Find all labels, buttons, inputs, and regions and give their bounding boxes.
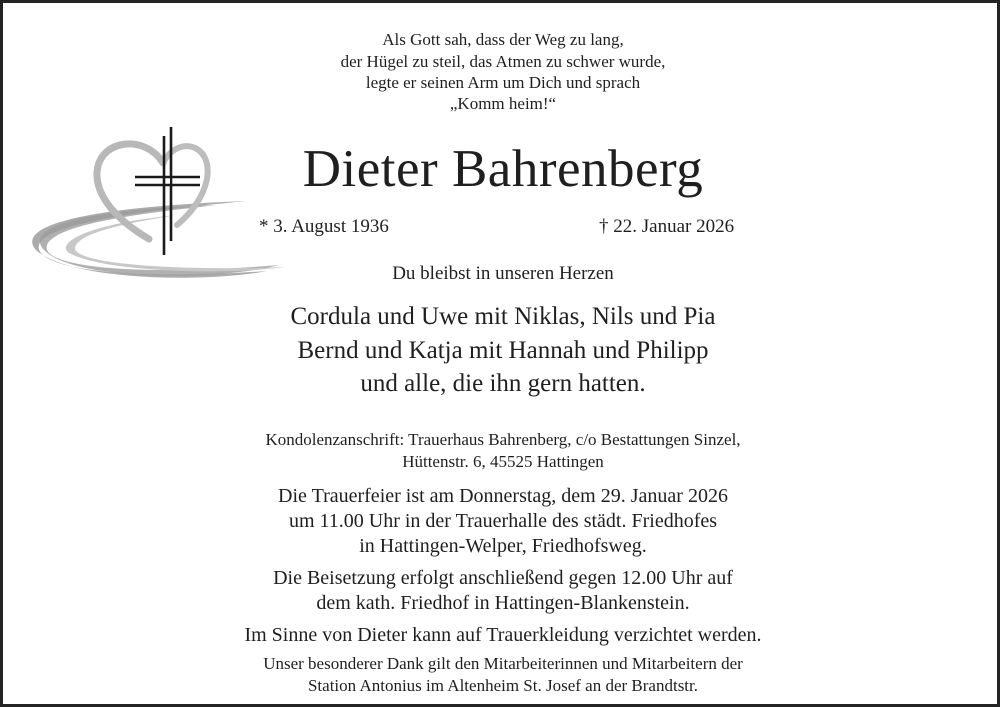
thanks-line-1: Unser besonderer Dank gilt den Mitarbeiterinnen und Mitarbeitern der [263, 654, 743, 673]
thanks-line-2: Station Antonius im Altenheim St. Josef an der Brandtstr. [307, 676, 699, 695]
service-line-2: um 11.00 Uhr in der Trauerhalle des städt. Friedhofes [288, 510, 718, 532]
burial-line-1: Die Beisetzung erfolgt anschließend gegen 12.00 Uhr auf [273, 567, 733, 589]
condolence-line-1: Kondolenzanschrift: Trauerhaus Bahrenberg, c/o Bestattungen Sinzel, [265, 430, 741, 449]
family-line-2: Bernd und Katja mit Hannah und Philipp [297, 337, 709, 364]
service-line-1: Die Trauerfeier ist am Donnerstag, dem 29. Januar 2026 [278, 485, 728, 507]
poem-line-1: Als Gott sah, dass der Weg zu lang, [382, 30, 624, 49]
family-line-3: und alle, die ihn gern hatten. [360, 370, 646, 397]
burial-line-2: dem kath. Friedhof in Hattingen-Blankenstein. [316, 592, 690, 614]
motto: Du bleibst in unseren Herzen [392, 263, 614, 284]
poem-line-4: „Komm heim!“ [449, 94, 557, 113]
poem-line-2: der Hügel zu steil, das Atmen zu schwer wurde, [340, 52, 666, 71]
dress-note: Im Sinne von Dieter kann auf Trauerkleidung verzichtet werden. [244, 624, 762, 646]
death-date: † 22. Januar 2026 [599, 216, 735, 237]
family-line-1: Cordula und Uwe mit Niklas, Nils und Pia [290, 303, 716, 330]
deceased-name: Dieter Bahrenberg [302, 140, 704, 198]
condolence-line-2: Hüttenstr. 6, 45525 Hattingen [402, 452, 604, 471]
birth-date: * 3. August 1936 [259, 216, 389, 237]
poem-line-3: legte er seinen Arm um Dich und sprach [365, 73, 641, 92]
service-line-3: in Hattingen-Welper, Friedhofsweg. [359, 535, 647, 557]
